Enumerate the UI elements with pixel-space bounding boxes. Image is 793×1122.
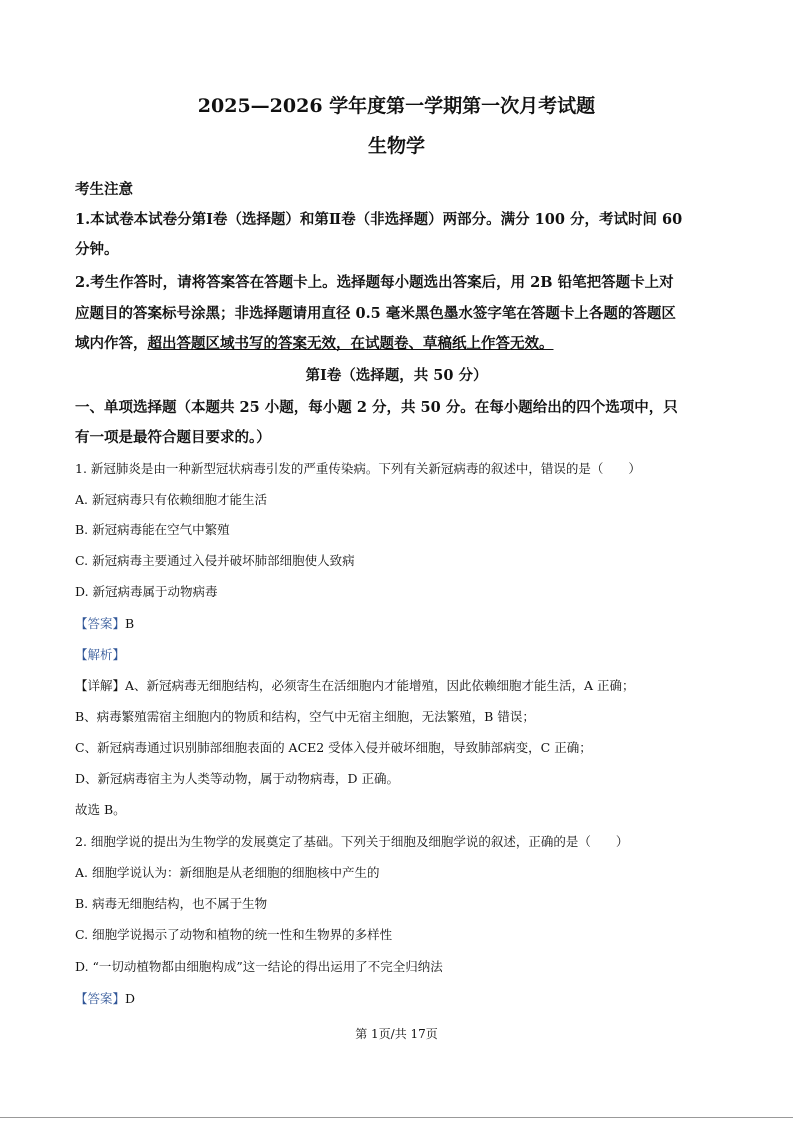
answer-tag: 【答案】 xyxy=(75,616,126,631)
question-1-answer xyxy=(75,614,793,632)
part-1-heading: 第Ⅰ卷（选择题，共 50 分） xyxy=(305,367,488,384)
answer-value: D xyxy=(125,991,136,1006)
page-footer: 第 1页/共 17页 xyxy=(355,1027,438,1041)
question-1-detail-a xyxy=(75,676,793,694)
notice-heading: 考生注意 xyxy=(75,181,133,198)
bottom-divider xyxy=(0,1117,793,1118)
answer-value: B xyxy=(125,616,135,631)
exam-title: 2025—2026 学年度第一学期第一次月考试题 xyxy=(197,95,596,117)
question-1-option-a: A. 新冠病毒只有依赖细胞才能生活 xyxy=(75,492,267,507)
question-1-detail-c: C、新冠病毒通过识别肺部细胞表面的 ACE2 受体入侵并破坏细胞，导致肺部病变，C 正确； xyxy=(75,740,592,755)
notice-item-2-line-1: 2.考生作答时，请将答案答在答题卡上。选择题每小题选出答案后，用 2B 铅笔把答题卡上对 xyxy=(75,274,674,291)
subject-title: 生物学 xyxy=(367,135,425,157)
question-1-option-b: B. 新冠病毒能在空气中繁殖 xyxy=(75,522,230,537)
detail-a-text: A、新冠病毒无细胞结构，必须寄生在活细胞内才能增殖，因此依赖细胞才能生活，A 正确； xyxy=(125,678,635,693)
question-2-option-a: A. 细胞学说认为：新细胞是从老细胞的细胞核中产生的 xyxy=(75,865,380,880)
question-1-detail-d: D、新冠病毒宿主为人类等动物，属于动物病毒，D 正确。 xyxy=(75,771,400,786)
notice-item-1-line-2: 分钟。 xyxy=(75,241,119,258)
question-2-option-d: D. “一切动植物都由细胞构成”这一结论的得出运用了不完全归纳法 xyxy=(75,959,443,974)
question-1-conclusion: 故选 B。 xyxy=(75,802,126,817)
question-1-option-d: D. 新冠病毒属于动物病毒 xyxy=(75,584,218,599)
notice-item-1-line-1: 1.本试卷本试卷分第Ⅰ卷（选择题）和第Ⅱ卷（非选择题）两部分。满分 100 分，考试时间 60 xyxy=(75,211,683,228)
question-2-option-c: C. 细胞学说揭示了动物和植物的统一性和生物界的多样性 xyxy=(75,927,393,942)
notice-item-2-line-3 xyxy=(75,332,793,353)
question-1-analysis-tag: 【解析】 xyxy=(75,647,126,662)
section-1-line-1: 一、单项选择题（本题共 25 小题，每小题 2 分，共 50 分。在每小题给出的四个选项中，只 xyxy=(75,399,678,416)
detail-tag: 【详解】 xyxy=(75,678,126,693)
question-2-option-b: B. 病毒无细胞结构，也不属于生物 xyxy=(75,896,268,911)
question-2-stem: 2. 细胞学说的提出为生物学的发展奠定了基础。下列关于细胞及细胞学说的叙述，正确的是（ ） xyxy=(75,834,629,849)
notice-item-2-line-3-prefix: 域内作答， xyxy=(75,335,148,352)
notice-item-2-line-2: 应题目的答案标号涂黑；非选择题请用直径 0.5 毫米黑色墨水签字笔在答题卡上各题的答题区 xyxy=(75,305,676,322)
notice-underlined-warning: 超出答题区域书写的答案无效，在试题卷、草稿纸上作答无效。 xyxy=(147,335,554,352)
question-1-stem: 1. 新冠肺炎是由一种新型冠状病毒引发的严重传染病。下列有关新冠病毒的叙述中，错误的是（ ） xyxy=(75,461,641,476)
question-1-option-c: C. 新冠病毒主要通过入侵并破坏肺部细胞使人致病 xyxy=(75,553,355,568)
question-1-detail-b: B、病毒繁殖需宿主细胞内的物质和结构，空气中无宿主细胞，无法繁殖，B 错误； xyxy=(75,709,535,724)
answer-tag: 【答案】 xyxy=(75,991,126,1006)
section-1-line-2: 有一项是最符合题目要求的。） xyxy=(75,429,271,446)
question-2-answer xyxy=(75,989,793,1007)
